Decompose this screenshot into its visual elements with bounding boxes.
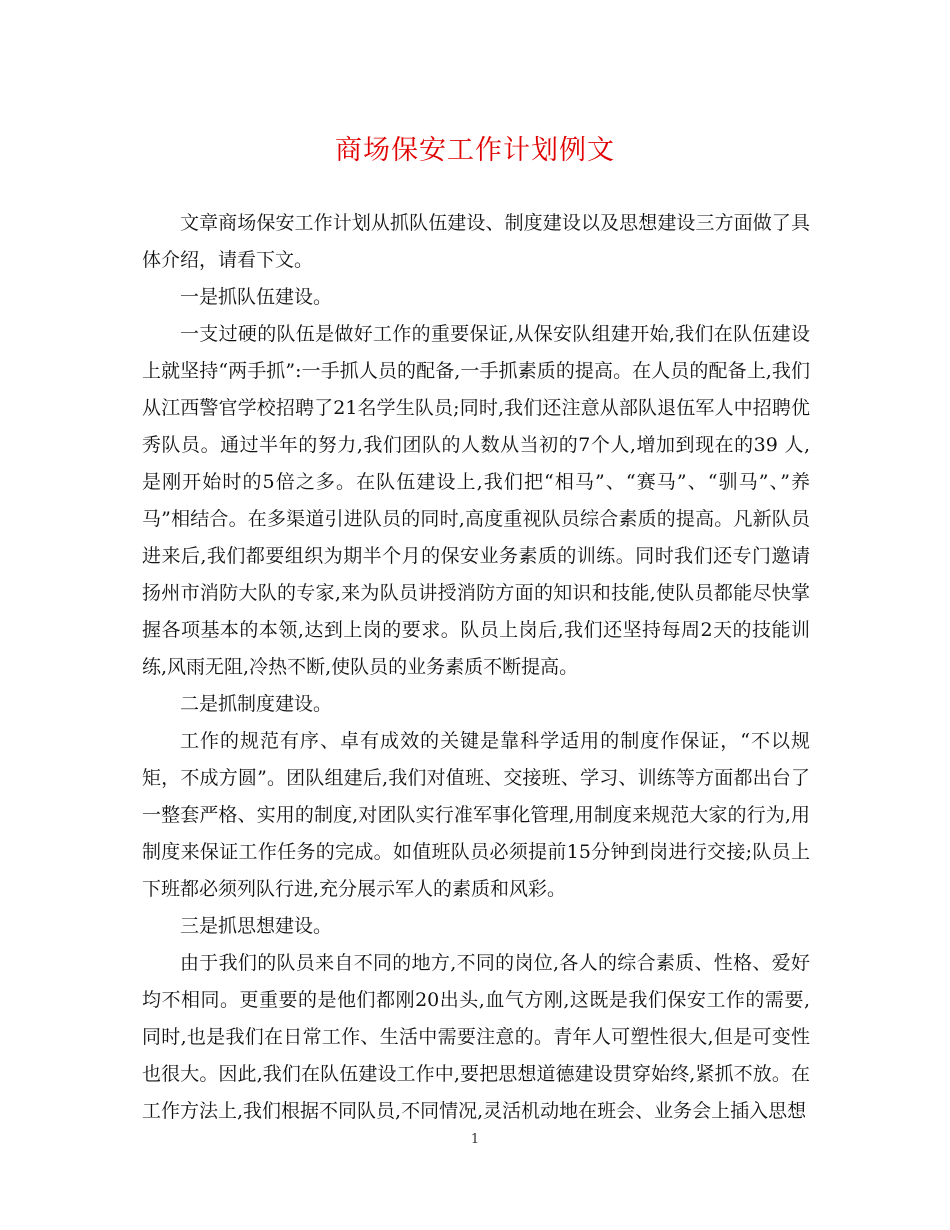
paragraph-system: 工作的规范有序、卓有成效的关键是靠科学适用的制度作保证，“不以规矩，不成方圆”。团队组建后,我们对值班、交接班、学习、训练等方面都出台了一整套严格、实用的制度,对团队实行准军事化管理,用制度来规范大家的行为,用制度来保证工作任务的完成。如值班队员必须提前15分钟到岗进行交接;队员上下班都必须列队行进,充分展示军人的素质和风彩。 — [142, 730, 810, 900]
section-heading-ideology: 三是抓思想建设。 — [180, 915, 333, 937]
page-number: 1 — [470, 1132, 480, 1147]
paragraph-team: 一支过硬的队伍是做好工作的重要保证,从保安队组建开始,我们在队伍建设上就坚持“两手抓”:一手抓人员的配备,一手抓素质的提高。在人员的配备上,我们从江西警官学校招聘了21名学生队员;同时,我们还注意从部队退伍军人中招聘优秀队员。通过半年的努力,我们团队的人数从当初的7个人,增加到现在的39 人,是刚开始时的5倍之多。在队伍建设上,我们把“相马”、“赛马”、“驯马”、”养马”相结合。在多渠道引进队员的同时,高度重视队员综合素质的提高。凡新队员进来后,我们都要组织为期半个月的保安业务素质的训练。同时我们还专门邀请扬州市消防大队的专家,来为队员讲授消防方面的知识和技能,使队员都能尽快掌握各项基本的本领,达到上岗的要求。队员上岗后,我们还坚持每周2天的技能训练,风雨无阻,冷热不断,使队员的业务素质不断提高。 — [142, 323, 810, 678]
document-title: 商场保安工作计划例文 — [335, 135, 615, 166]
paragraph-ideology: 由于我们的队员来自不同的地方,不同的岗位,各人的综合素质、性格、爱好均不相同。更重要的是他们都刚20出头,血气方刚,这既是我们保安工作的需要,同时,也是我们在日常工作、生活中需要注意的。青年人可塑性很大,但是可变性也很大。因此,我们在队伍建设工作中,要把思想道德建设贯穿始终,紧抓不放。在工作方法上,我们根据不同队员,不同情况,灵活机动地在班会、业务会上插入思想 — [142, 952, 810, 1122]
section-heading-system: 二是抓制度建设。 — [180, 693, 333, 715]
document-body — [142, 205, 810, 1130]
paragraph-intro: 文章商场保安工作计划从抓队伍建设、制度建设以及思想建设三方面做了具体介绍，请看下文。 — [142, 212, 810, 271]
section-heading-team: 一是抓队伍建设。 — [180, 286, 333, 308]
